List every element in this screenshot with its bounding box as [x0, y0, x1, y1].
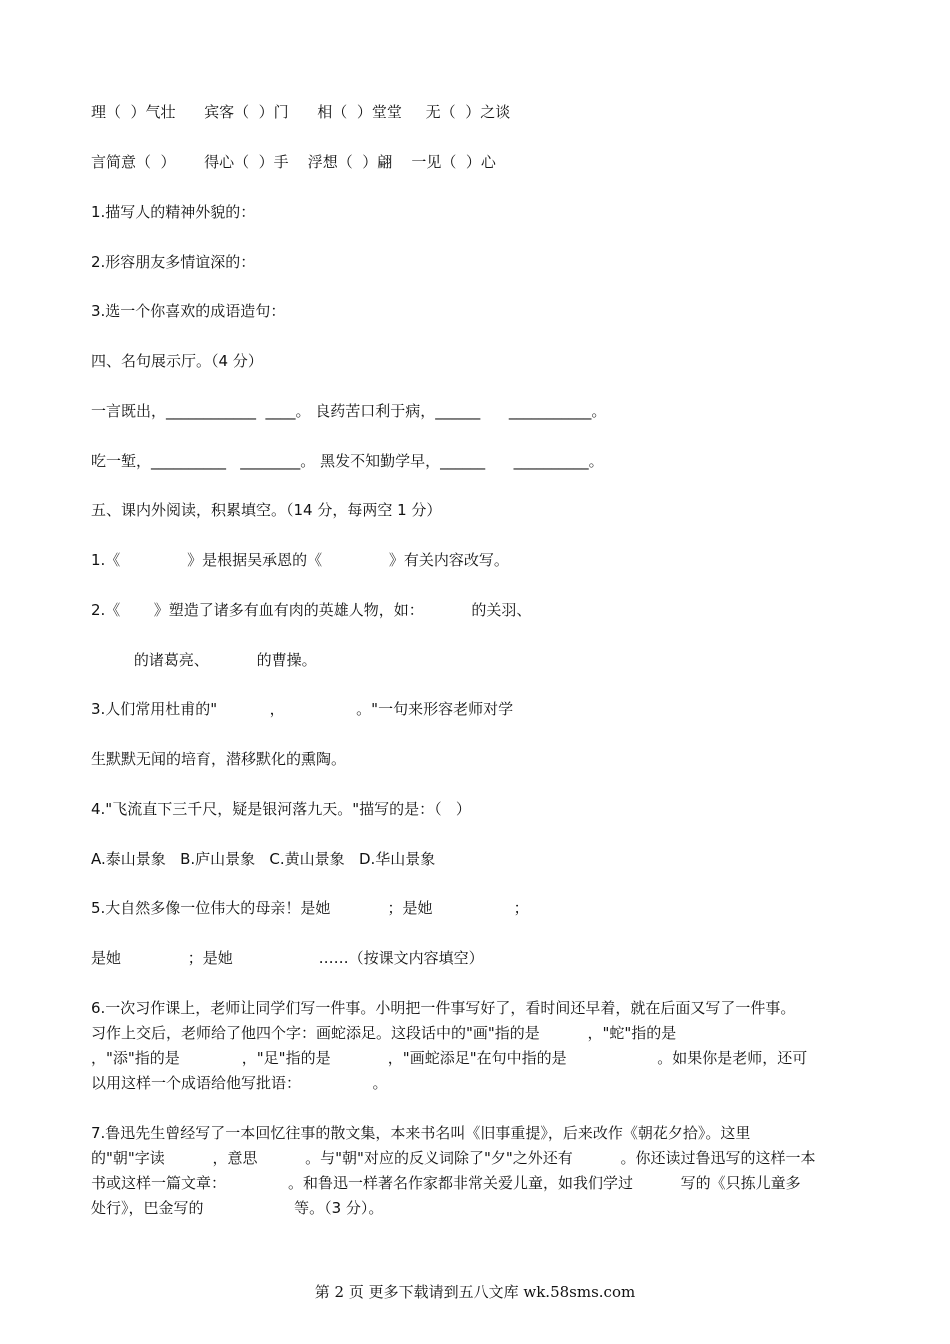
idiom-row-1: 理（ ）气壮 宾客（ ）门 相（ ）堂堂 无（ ）之谈 [91, 103, 511, 121]
question-5-line-2: 是她 ；是她 ……（按课文内容填空） [91, 949, 484, 967]
section-4-title: 四、名句展示厅。（4 分） [91, 352, 263, 370]
idiom-question-1: 1.描写人的精神外貌的： [91, 203, 256, 221]
question-7-line-2: 的"朝"字读 ，意思 。与"朝"对应的反义词除了"夕"之外还有 。你还读过鲁迅写的这样一本 [91, 1149, 816, 1167]
quote-line-2: 吃一堑，__________ ________。 黑发不知勤学早，______ __________。 [91, 452, 604, 470]
idiom-row-2: 言简意（ ） 得心（ ）手 浮想（ ）翩 一见（ ）心 [91, 153, 496, 171]
idiom-question-2: 2.形容朋友多情谊深的： [91, 253, 256, 271]
question-6-line-4: 以用这样一个成语给他写批语： 。 [91, 1074, 388, 1092]
quote-line-1: 一言既出，____________ ____。 良药苦口利于病，______ ___________。 [91, 402, 607, 420]
question-6-line-2: 习作上交后，老师给了他四个字：画蛇添足。这段话中的"画"指的是 ，"蛇"指的是 [91, 1024, 677, 1042]
question-6-line-1: 6.一次习作课上，老师让同学们写一件事。小明把一件事写好了，看时间还早着，就在后面又写了一件事。 [91, 999, 796, 1017]
question-7-line-4: 处行》，巴金写的 等。（3 分）。 [91, 1199, 384, 1217]
question-4: 4."飞流直下三千尺，疑是银河落九天。"描写的是：（ ） [91, 800, 471, 818]
question-2-line-2: 的诸葛亮、 的曹操。 [91, 651, 317, 669]
idiom-question-3: 3.选一个你喜欢的成语造句： [91, 302, 286, 320]
question-3-line-1: 3.人们常用杜甫的" ， 。"一句来形容老师对学 [91, 700, 514, 718]
question-7-line-1: 7.鲁迅先生曾经写了一本回忆往事的散文集，本来书名叫《旧事重提》，后来改作《朝花夕拾》。这里 [91, 1124, 751, 1142]
question-5-line-1: 5.大自然多像一位伟大的母亲！是她 ；是她 ； [91, 899, 529, 917]
page-footer: 第 2 页 更多下载请到五八文库 wk.58sms.com [314, 1283, 636, 1301]
question-7-line-3: 书或这样一篇文章： 。和鲁迅一样著名作家都非常关爱儿童，如我们学过 写的《只拣儿童多 [91, 1174, 801, 1192]
question-1: 1.《 》是根据吴承恩的《 》有关内容改写。 [91, 551, 509, 569]
question-3-line-2: 生默默无闻的培育，潜移默化的熏陶。 [91, 750, 347, 768]
section-5-title: 五、课内外阅读，积累填空。（14 分，每两空 1 分） [91, 501, 442, 519]
question-6-line-3: ，"添"指的是 ，"足"指的是 ，"画蛇添足"在句中指的是 。如果你是老师，还可 [91, 1049, 808, 1067]
question-2-line-1: 2.《 》塑造了诸多有血有肉的英雄人物，如： 的关羽、 [91, 601, 532, 619]
question-4-options: A.泰山景象 B.庐山景象 C.黄山景象 D.华山景象 [91, 850, 436, 868]
